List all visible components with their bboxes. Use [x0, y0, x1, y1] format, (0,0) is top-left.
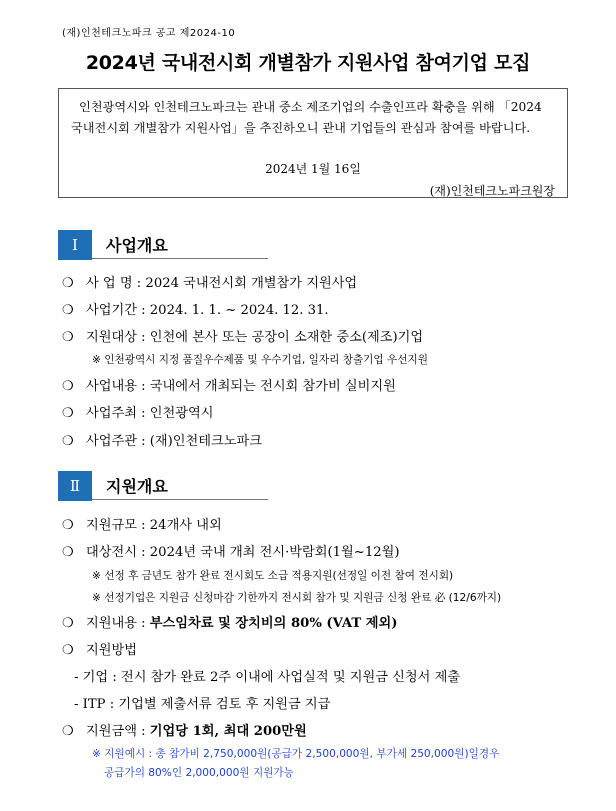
intro-date: 2024년 1월 16일	[265, 162, 361, 176]
circle-bullet-icon: ❍	[62, 379, 74, 394]
circle-bullet-icon: ❍	[62, 643, 74, 658]
circle-bullet-icon: ❍	[62, 303, 74, 318]
support-amount-value: 기업당 1회, 최대 200만원	[149, 724, 307, 739]
section-2-title: 지원개요	[106, 477, 168, 496]
support-example: ※ 지원예시 : 총 참가비 2,750,000원(공급가 2,500,000원, 부가세 250,000원)일경우	[92, 748, 500, 760]
circle-bullet-icon: ❍	[62, 518, 74, 533]
section-1-title: 사업개요	[106, 236, 168, 255]
method-step: - 기업 : 전시 참가 완료 2주 이내에 사업실적 및 지원금 신청서 제출	[74, 670, 461, 685]
support-example-continued: 공급가의 80%인 2,000,000원 지원가능	[104, 767, 294, 779]
list-item: ❍ 지원내용 : 부스임차료 및 장치비의 80% (VAT 제외)	[62, 616, 398, 631]
circle-bullet-icon: ❍	[62, 330, 74, 345]
list-item: ❍ 사업주관 : (재)인천테크노파크	[62, 434, 262, 449]
intro-box	[58, 88, 568, 198]
list-item: ❍ 사업기간 : 2024. 1. 1. ~ 2024. 12. 31.	[62, 303, 329, 318]
circle-bullet-icon: ❍	[62, 545, 74, 560]
list-item: ❍ 사 업 명 : 2024 국내전시회 개별참가 지원사업	[62, 276, 358, 291]
list-item: ❍ 지원금액 : 기업당 1회, 최대 200만원	[62, 724, 307, 739]
target-note: ※ 인천광역시 지정 품질우수제품 및 우수기업, 일자리 창출기업 우선지원	[92, 354, 428, 366]
section-2-header	[58, 471, 568, 501]
circle-bullet-icon: ❍	[62, 616, 74, 631]
exhibition-note: ※ 선정기업은 지원금 신청마감 기한까지 전시회 참가 및 지원금 신청 완료 必 (12/6까지)	[92, 592, 502, 604]
section-1-header	[58, 230, 568, 260]
list-item: ❍ 사업내용 : 국내에서 개최되는 전시회 참가비 실비지원	[62, 379, 396, 394]
list-item: ❍ 지원대상 : 인천에 본사 또는 공장이 소재한 중소(제조)기업	[62, 330, 424, 345]
list-item: ❍ 사업주최 : 인천광역시	[62, 406, 214, 421]
section-2-rule	[92, 499, 268, 500]
circle-bullet-icon: ❍	[62, 724, 74, 739]
list-item: ❍ 지원방법	[62, 643, 137, 658]
circle-bullet-icon: ❍	[62, 276, 74, 291]
circle-bullet-icon: ❍	[62, 434, 74, 449]
list-item: ❍ 지원규모 : 24개사 내외	[62, 518, 222, 533]
notice-number: (재)인천테크노파크 공고 제2024-10	[62, 28, 236, 39]
circle-bullet-icon: ❍	[62, 406, 74, 421]
support-content-value: 부스임차료 및 장치비의 80% (VAT 제외)	[149, 616, 398, 631]
intro-text: 인천광역시와 인천테크노파크는 관내 중소 제조기업의 수출인프라 확충을 위해 「2024 국내전시회 개별참가 지원사업」을 추진하오니 관내 기업들의 관심과 참여를 바랍니다.	[71, 100, 542, 135]
list-item: ❍ 대상전시 : 2024년 국내 개최 전시·박람회(1월~12월)	[62, 545, 400, 560]
section-1-number: Ⅰ	[58, 230, 92, 260]
intro-signature: (재)인천테크노파크원장	[429, 184, 555, 198]
exhibition-note: ※ 선정 후 금년도 참가 완료 전시회도 소급 적용지원(선정일 이전 참여 전시회)	[92, 570, 454, 582]
section-1-rule	[92, 258, 268, 259]
section-2-number: Ⅱ	[58, 471, 92, 501]
page-title: 2024년 국내전시회 개별참가 지원사업 참여기업 모집	[85, 52, 531, 74]
method-step: - ITP : 기업별 제출서류 검토 후 지원금 지급	[74, 697, 331, 712]
